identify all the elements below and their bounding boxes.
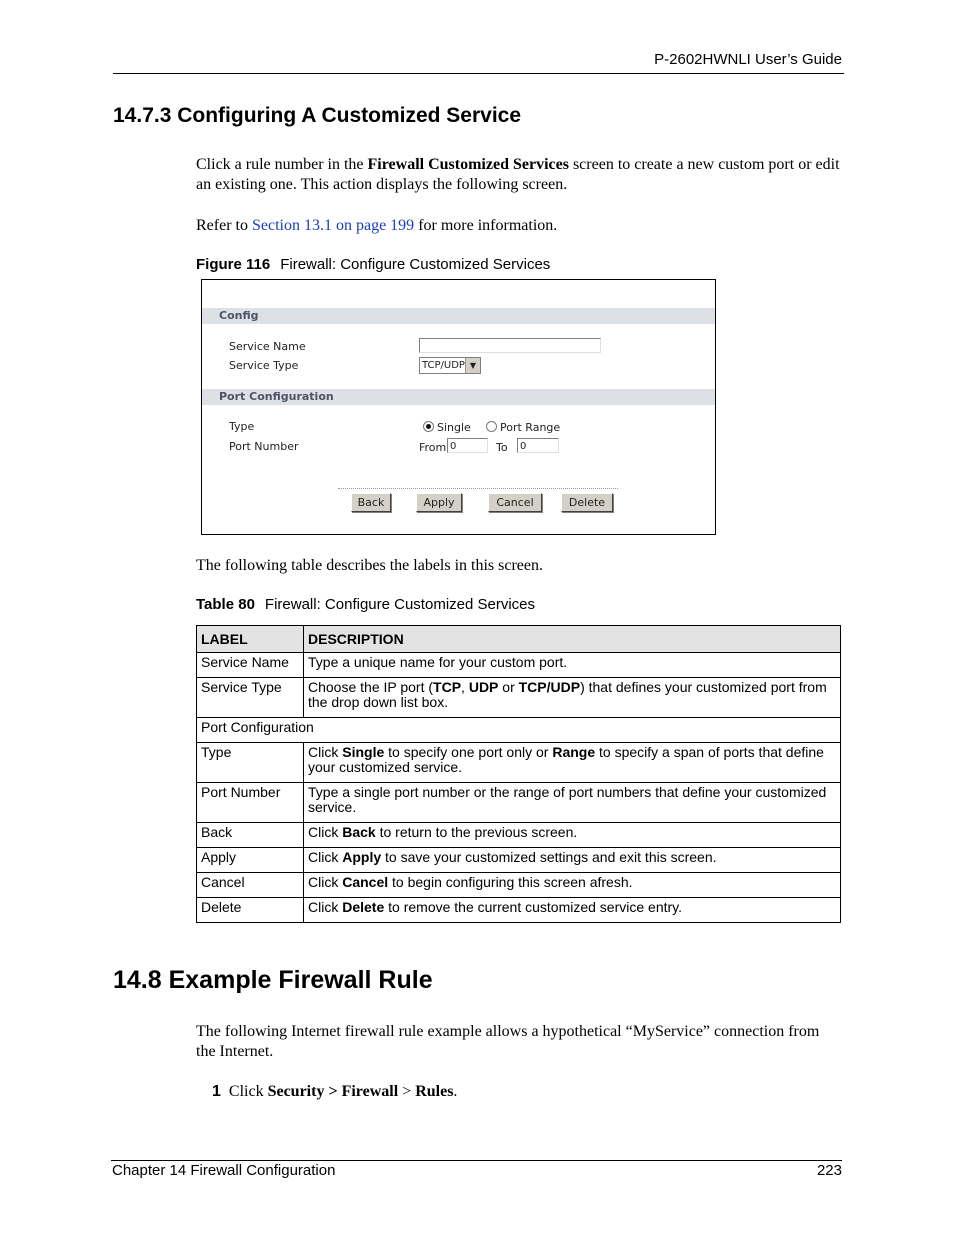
row-description: Click Delete to remove the current customized service entry.: [304, 898, 841, 923]
row-label: Cancel: [197, 873, 304, 898]
row-description: Choose the IP port (TCP, UDP or TCP/UDP) that defines your customized port from the drop down list box.: [304, 678, 841, 718]
labels-table: [196, 625, 841, 923]
footer-chapter: Chapter 14 Firewall Configuration: [112, 1162, 336, 1179]
to-label: To: [496, 441, 508, 454]
row-description: Type a unique name for your custom port.: [304, 653, 841, 678]
table-row: [197, 823, 841, 848]
row-label: Port Configuration: [197, 718, 841, 743]
row-label: Port Number: [197, 783, 304, 823]
running-header: P-2602HWNLI User’s Guide: [654, 51, 842, 68]
row-description: Type a single port number or the range of port numbers that define your customized service.: [304, 783, 841, 823]
row-description: Click Single to specify one port only or Range to specify a span of ports that define your customized service.: [304, 743, 841, 783]
row-label: Delete: [197, 898, 304, 923]
table-row: [197, 653, 841, 678]
page-number: 223: [816, 1162, 842, 1179]
intro-paragraph: Click a rule number in the Firewall Customized Services screen to create a new custom port or edit an existing one. This action displays the following screen.: [196, 156, 840, 193]
row-description: Click Cancel to begin configuring this screen afresh.: [304, 873, 841, 898]
to-port-input[interactable]: 0: [517, 438, 559, 453]
from-label: From: [419, 441, 447, 454]
from-port-input[interactable]: 0: [447, 438, 488, 453]
single-radio[interactable]: [423, 421, 434, 432]
table-row: [197, 873, 841, 898]
customized-service-screenshot: [201, 279, 716, 535]
row-description: Click Apply to save your customized settings and exit this screen.: [304, 848, 841, 873]
step-1: 1 Click Security > Firewall > Rules.: [212, 1083, 458, 1100]
button-divider: [338, 488, 618, 489]
table-caption: Table 80 Firewall: Configure Customized Services: [196, 596, 536, 613]
delete-button[interactable]: Delete: [561, 493, 613, 512]
label-column-header: LABEL: [197, 626, 304, 653]
row-label: Service Name: [197, 653, 304, 678]
table-row: [197, 743, 841, 783]
description-column-header: DESCRIPTION: [304, 626, 841, 653]
example-paragraph: The following Internet firewall rule example allows a hypothetical “MyService” connection from the Internet.: [196, 1023, 820, 1060]
port-range-radio[interactable]: [486, 421, 497, 432]
section-heading-14-8: 14.8 Example Firewall Rule: [113, 966, 433, 994]
refer-paragraph: Refer to Section 13.1 on page 199 for more information.: [196, 217, 558, 234]
table-row: [197, 783, 841, 823]
service-name-label: Service Name: [229, 340, 306, 353]
table-row: [197, 678, 841, 718]
row-label: Apply: [197, 848, 304, 873]
config-section-header: Config: [202, 308, 715, 324]
table-intro: The following table describes the labels in this screen.: [196, 557, 544, 574]
chevron-down-icon: ▼: [465, 358, 480, 373]
footer-rule: [111, 1160, 842, 1161]
port-range-label: Port Range: [500, 421, 561, 434]
row-description: Click Back to return to the previous screen.: [304, 823, 841, 848]
cancel-button[interactable]: Cancel: [488, 493, 542, 512]
back-button[interactable]: Back: [351, 493, 391, 512]
service-type-label: Service Type: [229, 359, 299, 372]
row-label: Back: [197, 823, 304, 848]
port-configuration-header: Port Configuration: [202, 389, 715, 405]
service-type-select[interactable]: TCP/UDP ▼: [419, 357, 481, 374]
section-link[interactable]: Section 13.1 on page 199: [251, 217, 415, 234]
single-label: Single: [437, 421, 471, 434]
row-label: Service Type: [197, 678, 304, 718]
header-rule: [113, 73, 844, 74]
table-row: [197, 898, 841, 923]
service-name-input[interactable]: [419, 338, 601, 353]
section-heading-14-7-3: 14.7.3 Configuring A Customized Service: [113, 104, 522, 127]
table-row: [197, 848, 841, 873]
apply-button[interactable]: Apply: [416, 493, 462, 512]
table-row: [197, 718, 841, 743]
figure-caption: Figure 116 Firewall: Configure Customized Services: [196, 256, 551, 273]
port-number-label: Port Number: [229, 440, 299, 453]
type-label: Type: [229, 420, 255, 433]
row-label: Type: [197, 743, 304, 783]
table-header-row: [197, 626, 841, 653]
